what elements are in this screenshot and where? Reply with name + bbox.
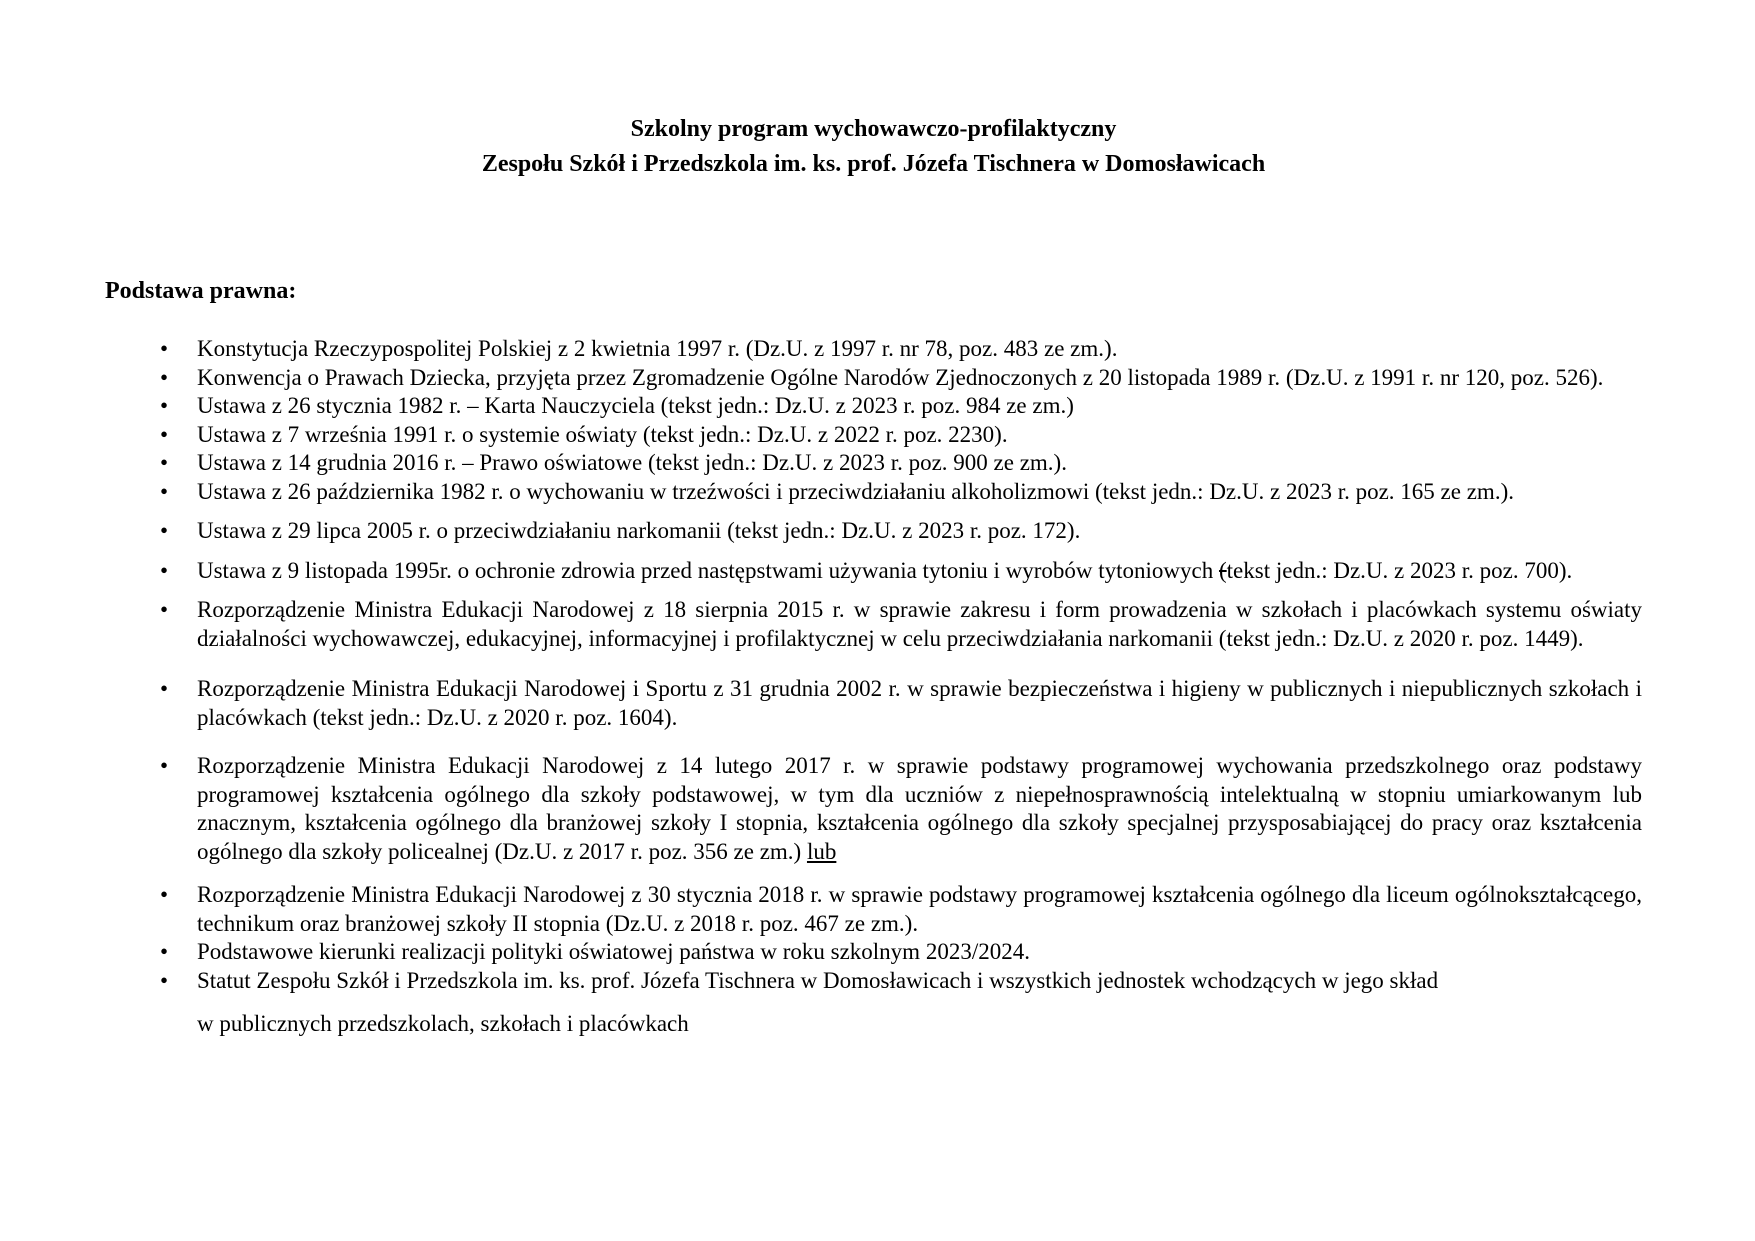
legal-item-text: Ustawa z 14 grudnia 2016 r. – Prawo oświatowe (tekst jedn.: Dz.U. z 2023 r. poz. 900 ze zm.). [197,450,1067,475]
legal-item-text: Ustawa z 26 października 1982 r. o wychowaniu w trzeźwości i przeciwdziałaniu alkoholizmowi (tekst jedn.: Dz.U. z 2023 r. poz. 165 ze zm.). [197,478,1514,504]
legal-item-konwencja [105,364,1642,393]
legal-item-text: Konwencja o Prawach Dziecka, przyjęta przez Zgromadzenie Ogólne Narodów Zjednoczonych z 20 listopada 1989 r. (Dz.U. z 1991 r. nr 120, poz. 526). [197,364,1604,390]
legal-item-text: Ustawa z 7 września 1991 r. o systemie oświaty (tekst jedn.: Dz.U. z 2022 r. poz. 2230). [197,421,1008,447]
legal-item-narkomania [105,517,1642,546]
legal-item-konstytucja [105,335,1642,364]
legal-item-kierunki-polityki [105,938,1642,967]
legal-item-tyton [105,557,1642,586]
document-title-line2: Zespołu Szkół i Przedszkola im. ks. prof. Józefa Tischnera w Domosławicach [481,151,1266,177]
legal-basis-list [105,335,1642,995]
legal-item-text: Rozporządzenie Ministra Edukacji Narodowej i Sportu z 31 grudnia 2002 r. w sprawie bezpieczeństwa i higieny w publicznych i niepublicznych szkołach i placówkach (tekst jedn.: Dz.U. z 2020 r. poz. 1604). [197,676,1642,730]
legal-item-prawo-oswiatowe [105,449,1642,478]
legal-item-text: Rozporządzenie Ministra Edukacji Narodowej z 30 stycznia 2018 r. w sprawie podstawy programowej kształcenia ogólnego dla liceum ogólnokształcącego, technikum oraz branżowej szkoły II stopnia (Dz.U. z 2018 r. poz. 467 ze zm.). [197,882,1642,936]
legal-item-rozporzadzenie-2017 [105,752,1642,866]
legal-item-text: Ustawa z 26 stycznia 1982 r. – Karta Nauczyciela (tekst jedn.: Dz.U. z 2023 r. poz. 984 ze zm.) [197,393,1074,418]
legal-item-trzezwosc [105,478,1642,507]
legal-item-text: Ustawa z 29 lipca 2005 r. o przeciwdziałaniu narkomanii (tekst jedn.: Dz.U. z 2023 r. poz. 172). [197,518,1081,543]
legal-item-rozporzadzenie-2002 [105,675,1642,732]
legal-item-text: Podstawowe kierunki realizacji polityki oświatowej państwa w roku szkolnym 2023/2024. [197,939,1030,964]
legal-item-system-oswiaty [105,421,1642,450]
legal-item-underlined-lub: lub [806,838,837,864]
legal-basis-heading: Podstawa prawna: [105,278,297,304]
document-title [105,112,1642,182]
legal-item-text: Rozporządzenie Ministra Edukacji Narodowej z 18 sierpnia 2015 r. w sprawie zakresu i form prowadzenia w szkołach i placówkach systemu oświaty działalności wychowawczej, edukacyjnej, informacyjnej i profilaktycznej w celu przeciwdziałania narkomanii (tekst jedn.: Dz.U. z 2020 r. poz. 1449). [197,597,1642,651]
legal-item-rozporzadzenie-2018 [105,881,1642,938]
legal-item-rozporzadzenie-2015 [105,596,1642,653]
document-title-line1: Szkolny program wychowawczo-profilaktyczny [630,116,1117,142]
legal-item-statut [105,967,1642,996]
legal-item-text-start: Ustawa z 9 listopada 1995r. o ochronie zdrowia przed następstwami używania tytoniu i wyrobów tytoniowych [197,557,1219,583]
legal-item-text-end: tekst jedn.: Dz.U. z 2023 r. poz. 700). [1226,557,1573,583]
legal-item-karta-nauczyciela [105,392,1642,421]
legal-item-text: Statut Zespołu Szkół i Przedszkola im. ks. prof. Józefa Tischnera w Domosławicach i wszystkich jednostek wchodzących w jego skład [197,967,1439,993]
legal-item-text: Konstytucja Rzeczypospolitej Polskiej z 2 kwietnia 1997 r. (Dz.U. z 1997 r. nr 78, poz. 483 ze zm.). [197,336,1118,361]
continuation-line: w publicznych przedszkolach, szkołach i placówkach [197,1011,689,1036]
legal-item-struck-paren: ( [1218,557,1227,583]
legal-item-text-start: Rozporządzenie Ministra Edukacji Narodowej z 14 lutego 2017 r. w sprawie podstawy programowej wychowania przedszkolnego oraz podstawy programowej kształcenia ogólnego dla szkoły podstawowej, w tym dla uczniów z niepełnosprawnością intelektualną w stopniu umiarkowanym lub znacznym, kształcenia ogólnego dla branżowej szkoły I stopnia, kształcenia ogólnego dla szkoły specjalnej przysposabiającej do pracy oraz kształcenia ogólnego dla szkoły policealnej (Dz.U. z 2017 r. poz. 356 ze zm.) [197,753,1642,864]
